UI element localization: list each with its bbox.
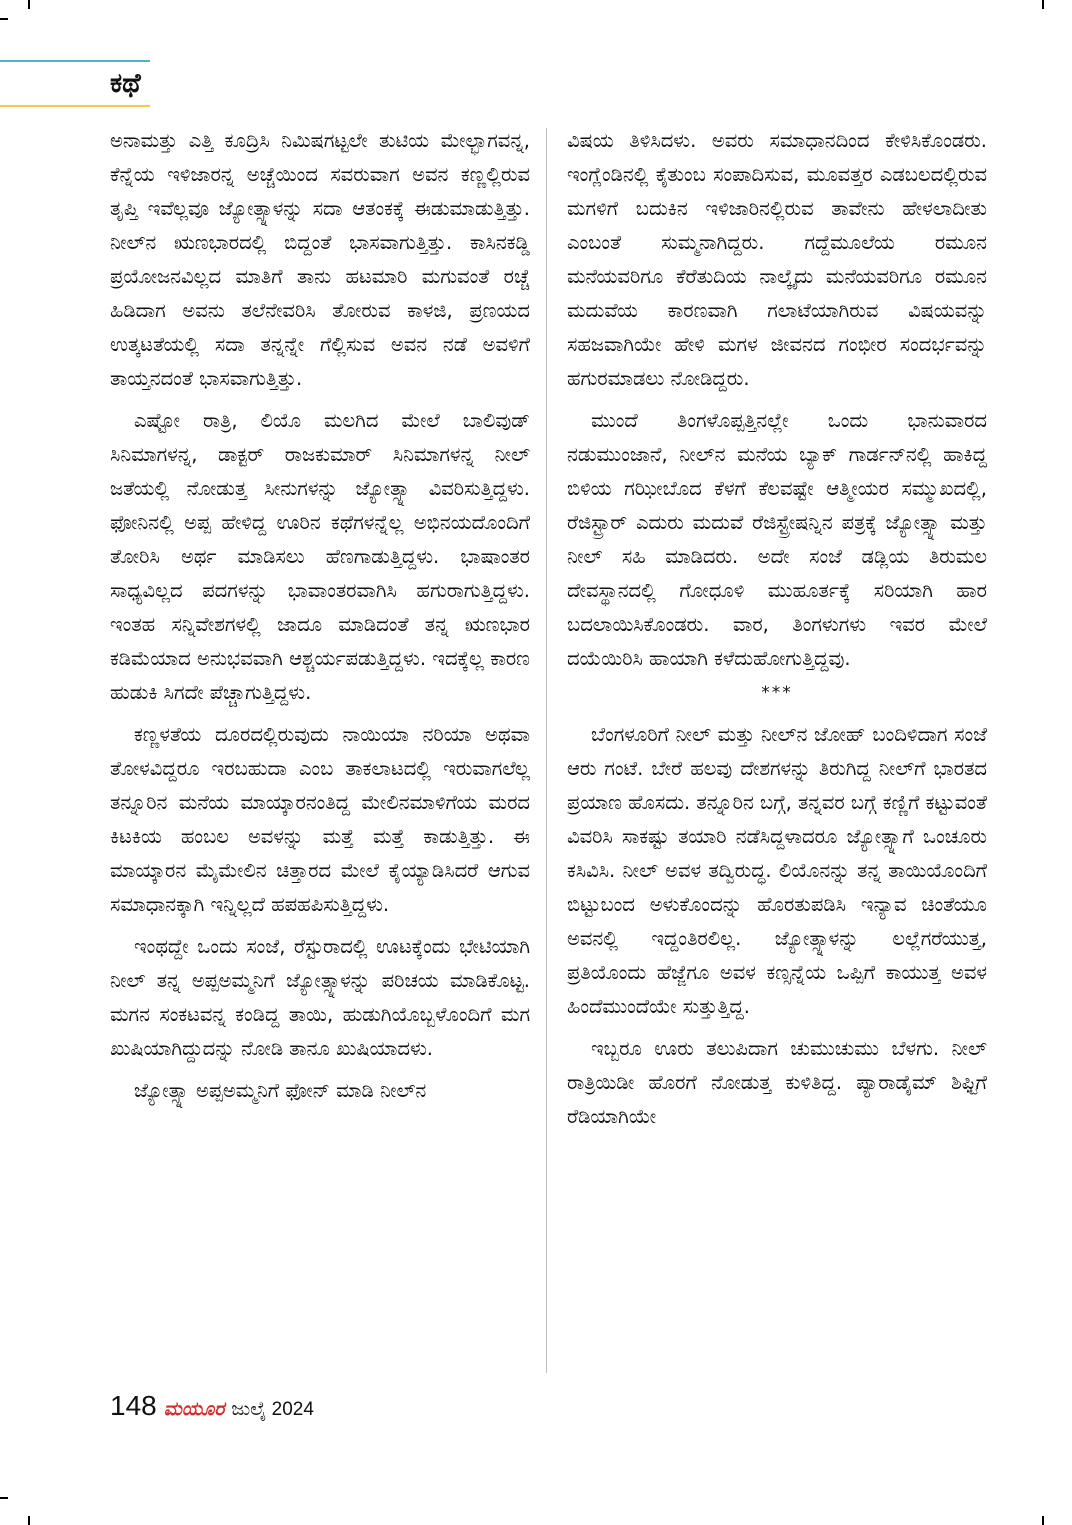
crop-mark — [0, 18, 8, 20]
paragraph: ಜ್ಯೋತ್ಸ್ನಾ ಅಪ್ಪಅಮ್ಮನಿಗೆ ಫೋನ್ ಮಾಡಿ ನೀಲ್‌ನ — [134, 1079, 427, 1102]
paragraph: ಇಂಥದ್ದೇ ಒಂದು ಸಂಜೆ, ರೆಸ್ಟುರಾದಲ್ಲಿ ಊಟಕ್ಕೆಂದು ಭೇಟಿಯಾಗಿ ನೀಲ್ ತನ್ನ ಅಪ್ಪಅಮ್ಮನಿಗೆ ಜ್ಯೋತ್ಸ್ನಾಳನ್ನು ಪರಿಚಯ ಮಾಡಿಕೊಟ್ಟ. ಮಗನ ಸಂಕಟವನ್ನ ಕಂಡಿದ್ದ ತಾಯಿ, ಹುಡುಗಿಯೊಬ್ಬಳೊಂದಿಗೆ ಮಗ ಖುಷಿಯಾಗಿದ್ದುದನ್ನು ನೋಡಿ ತಾನೂ ಖುಷಿಯಾದಳು. — [110, 935, 530, 1060]
crop-mark — [28, 1516, 30, 1525]
header-rule-teal — [0, 60, 150, 62]
crop-mark — [1042, 0, 1044, 9]
magazine-logo: ಮಯೂರ — [163, 1398, 225, 1420]
paragraph: ಬೆಂಗಳೂರಿಗೆ ನೀಲ್ ಮತ್ತು ನೀಲ್‌ನ ಜೋಹ್ ಬಂದಿಳಿದಾಗ ಸಂಜೆ ಆರು ಗಂಟೆ. ಬೇರೆ ಹಲವು ದೇಶಗಳನ್ನು ತಿರುಗಿದ್ದ ನೀಲ್‌ಗೆ ಭಾರತದ ಪ್ರಯಾಣ ಹೊಸದು. ತನ್ನೂರಿನ ಬಗ್ಗೆ, ತನ್ನವರ ಬಗ್ಗೆ ಕಣ್ಣಿಗೆ ಕಟ್ಟುವಂತೆ ವಿವರಿಸಿ ಸಾಕಷ್ಟು ತಯಾರಿ ನಡೆಸಿದ್ದಳಾದರೂ ಜ್ಯೋತ್ಸ್ನಾಗೆ ಒಂಚೂರು ಕಸಿವಿಸಿ. ನೀಲ್ ಅವಳ ತದ್ವಿರುದ್ಧ. ಲಿಯೊನನ್ನು ತನ್ನ ತಾಯಿಯೊಂದಿಗೆ ಬಿಟ್ಟುಬಂದ ಅಳುಕೊಂದನ್ನು ಹೊರತುಪಡಿಸಿ ಇನ್ಯಾವ ಚಿಂತೆಯೂ ಅವನಲ್ಲಿ ಇದ್ದಂತಿರಲಿಲ್ಲ. ಜ್ಯೋತ್ಸ್ನಾಳನ್ನು ಲಲ್ಲೆಗರೆಯುತ್ತ, ಪ್ರತಿಯೊಂದು ಹೆಜ್ಜೆಗೂ ಅವಳ ಕಣ್ಸನ್ನೆಯ ಒಪ್ಪಿಗೆ ಕಾಯುತ್ತ ಅವಳ ಹಿಂದೆಮುಂದೆಯೇ ಸುತ್ತುತ್ತಿದ್ದ. — [567, 723, 987, 1018]
left-column — [110, 124, 530, 1108]
crop-mark — [28, 0, 30, 9]
paragraph: ಕಣ್ಣಳತೆಯ ದೂರದಲ್ಲಿರುವುದು ನಾಯಿಯಾ ನರಿಯಾ ಅಥವಾ ತೋಳವಿದ್ದರೂ ಇರಬಹುದಾ ಎಂಬ ತಾಕಲಾಟದಲ್ಲಿ ಇರುವಾಗಲೆಲ್ಲ ತನ್ನೂರಿನ ಮನೆಯ ಮಾಯ್ಕಾರನಂತಿದ್ದ ಮೇಲಿನಮಾಳಿಗೆಯ ಮರದ ಕಿಟಕಿಯ ಹಂಬಲ ಅವಳನ್ನು ಮತ್ತೆ ಮತ್ತೆ ಕಾಡುತ್ತಿತ್ತು. ಈ ಮಾಯ್ಕಾರನ ಮೈಮೇಲಿನ ಚಿತ್ತಾರದ ಮೇಲೆ ಕೈಯ್ಯಾಡಿಸಿದರೆ ಆಗುವ ಸಮಾಧಾನಕ್ಕಾಗಿ ಇನ್ನಿಲ್ಲದೆ ಹಪಹಪಿಸುತ್ತಿದ್ದಳು. — [110, 723, 530, 916]
paragraph: ಮುಂದೆ ತಿಂಗಳೊಪ್ಪತ್ತಿನಲ್ಲೇ ಒಂದು ಭಾನುವಾರದ ನಡುಮುಂಜಾನೆ, ನೀಲ್‌ನ ಮನೆಯ ಬ್ಯಾಕ್ ಗಾರ್ಡನ್‌ನಲ್ಲಿ ಹಾಕಿದ್ದ ಬಿಳಿಯ ಗಝೀಬೊದ ಕೆಳಗೆ ಕೆಲವಷ್ಟೇ ಆತ್ಮೀಯರ ಸಮ್ಮುಖದಲ್ಲಿ, ರೆಜಿಸ್ಟ್ರಾರ್ ಎದುರು ಮದುವೆ ರೆಜಿಸ್ಟ್ರೇಷನ್ನಿನ ಪತ್ರಕ್ಕೆ ಜ್ಯೋತ್ಸ್ನಾ ಮತ್ತು ನೀಲ್ ಸಹಿ ಮಾಡಿದರು. ಅದೇ ಸಂಜೆ ಡಡ್ಲಿಯ ತಿರುಮಲ ದೇವಸ್ಥಾನದಲ್ಲಿ ಗೋಧೂಳಿ ಮುಹೂರ್ತಕ್ಕೆ ಸರಿಯಾಗಿ ಹಾರ ಬದಲಾಯಿಸಿಕೊಂಡರು. ವಾರ, ತಿಂಗಳುಗಳು ಇವರ ಮೇಲೆ ದಯೆಯಿರಿಸಿ ಹಾಯಾಗಿ ಕಳೆದುಹೋಗುತ್ತಿದ್ದವು. — [567, 409, 987, 670]
column-divider — [546, 128, 547, 1373]
paragraph: ವಿಷಯ ತಿಳಿಸಿದಳು. ಅವರು ಸಮಾಧಾನದಿಂದ ಕೇಳಿಸಿಕೊಂಡರು. ಇಂಗ್ಲೆಂಡಿನಲ್ಲಿ ಕೈತುಂಬ ಸಂಪಾದಿಸುವ, ಮೂವತ್ತರ ಎಡಬಲದಲ್ಲಿರುವ ಮಗಳಿಗೆ ಬದುಕಿನ ಇಳಿಜಾರಿನಲ್ಲಿರುವ ತಾವೇನು ಹೇಳಲಾದೀತು ಎಂಬಂತೆ ಸುಮ್ಮನಾಗಿದ್ದರು. ಗದ್ದೆಮೂಲೆಯ ರಮೂನ ಮನೆಯವರಿಗೂ ಕೆರೆತುದಿಯ ನಾಲ್ಕೈದು ಮನೆಯವರಿಗೂ ರಮೂನ ಮದುವೆಯ ಕಾರಣವಾಗಿ ಗಲಾಟೆಯಾಗಿರುವ ವಿಷಯವನ್ನು ಸಹಜವಾಗಿಯೇ ಹೇಳಿ ಮಗಳ ಜೀವನದ ಗಂಭೀರ ಸಂದರ್ಭವನ್ನು ಹಗುರಮಾಡಲು ನೋಡಿದ್ದರು. — [567, 129, 987, 390]
page-number: 148 — [110, 1390, 157, 1421]
paragraph: ಇಬ್ಬರೂ ಊರು ತಲುಪಿದಾಗ ಚುಮುಚುಮು ಬೆಳಗು. ನೀಲ್ ರಾತ್ರಿಯಿಡೀ ಹೊರಗೆ ನೋಡುತ್ತ ಕುಳಿತಿದ್ದ. ಪ್ಯಾರಾಡೈಮ್ ಶಿಫ್ಟಿಗೆ ರೆಡಿಯಾಗಿಯೇ — [567, 1037, 987, 1128]
paragraph: ಎಷ್ಟೋ ರಾತ್ರಿ, ಲಿಯೊ ಮಲಗಿದ ಮೇಲೆ ಬಾಲಿವುಡ್ ಸಿನಿಮಾಗಳನ್ನ, ಡಾಕ್ಟರ್ ರಾಜಕುಮಾರ್ ಸಿನಿಮಾಗಳನ್ನ ನೀಲ್ ಜತೆಯಲ್ಲಿ ನೋಡುತ್ತ ಸೀನುಗಳನ್ನು ಜ್ಯೋತ್ಸ್ನಾ ವಿವರಿಸುತ್ತಿದ್ದಳು. ಫೋನಿನಲ್ಲಿ ಅಪ್ಪ ಹೇಳಿದ್ದ ಊರಿನ ಕಥೆಗಳನ್ನೆಲ್ಲ ಅಭಿನಯದೊಂದಿಗೆ ತೋರಿಸಿ ಅರ್ಥ ಮಾಡಿಸಲು ಹೆಣಗಾಡುತ್ತಿದ್ದಳು. ಭಾಷಾಂತರ ಸಾಧ್ಯವಿಲ್ಲದ ಪದಗಳನ್ನು ಭಾವಾಂತರವಾಗಿಸಿ ಹಗುರಾಗುತ್ತಿದ್ದಳು. ಇಂತಹ ಸನ್ನಿವೇಶಗಳಲ್ಲಿ ಜಾದೂ ಮಾಡಿದಂತೆ ತನ್ನ ಋಣಭಾರ ಕಡಿಮೆಯಾದ ಅನುಭವವಾಗಿ ಆಶ್ಚರ್ಯಪಡುತ್ತಿದ್ದಳು. ಇದಕ್ಕೆಲ್ಲ ಕಾರಣ ಹುಡುಕಿ ಸಿಗದೇ ಪೆಚ್ಚಾಗುತ್ತಿದ್ದಳು. — [110, 409, 530, 704]
right-column — [567, 124, 987, 1134]
crop-mark — [1042, 1516, 1044, 1525]
page-footer — [110, 1390, 314, 1422]
crop-mark — [0, 1497, 8, 1499]
issue-date: ಜುಲೈ 2024 — [231, 1399, 314, 1420]
header-rule-yellow — [0, 105, 150, 107]
section-title: ಕಥೆ — [110, 68, 141, 99]
paragraph: ಅನಾಮತ್ತು ಎತ್ತಿ ಕೂದ್ರಿಸಿ ನಿಮಿಷಗಟ್ಟಲೇ ತುಟಿಯ ಮೇಲ್ಭಾಗವನ್ನ, ಕೆನ್ನೆಯ ಇಳಿಜಾರನ್ನ ಅಚ್ಚೆಯಿಂದ ಸವರುವಾಗ ಅವನ ಕಣ್ಣಲ್ಲಿರುವ ತೃಪ್ತಿ ಇವೆಲ್ಲವೂ ಜ್ಯೋತ್ಸ್ನಾಳನ್ನು ಸದಾ ಆತಂಕಕ್ಕೆ ಈಡುಮಾಡುತ್ತಿತ್ತು. ನೀಲ್‌ನ ಋಣಭಾರದಲ್ಲಿ ಬಿದ್ದಂತೆ ಭಾಸವಾಗುತ್ತಿತ್ತು. ಕಾಸಿನಕಡ್ಡಿ ಪ್ರಯೋಜನವಿಲ್ಲದ ಮಾತಿಗೆ ತಾನು ಹಟಮಾರಿ ಮಗುವಂತೆ ರಚ್ಚೆ ಹಿಡಿದಾಗ ಅವನು ತಲೆನೇವರಿಸಿ ತೋರುವ ಕಾಳಜಿ, ಪ್ರಣಯದ ಉತ್ಕಟತೆಯಲ್ಲಿ ಸದಾ ತನ್ನನ್ನೇ ಗೆಲ್ಲಿಸುವ ಅವನ ನಡೆ ಅವಳಿಗೆ ತಾಯ್ತನದಂತೆ ಭಾಸವಾಗುತ್ತಿತ್ತು. — [110, 129, 530, 390]
section-separator: *** — [761, 683, 793, 703]
